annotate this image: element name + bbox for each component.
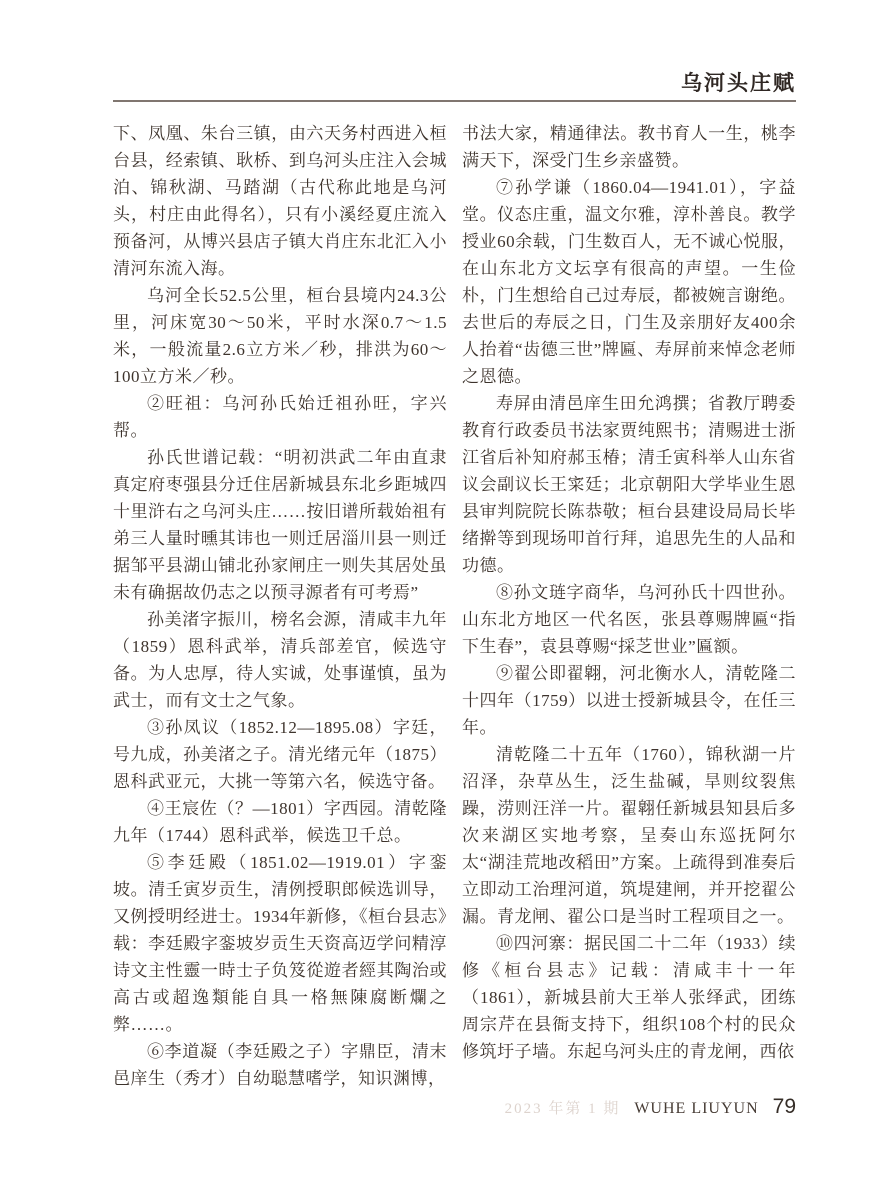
paragraph: ⑧孙文琏字商华，乌河孙氏十四世孙。山东北方地区一代名医，张县尊赐牌匾“指下生春”，袁县尊赐“採芝世业”匾额。 xyxy=(462,583,796,656)
paragraph: ⑥李道凝（李廷殿之子）字鼎臣，清末邑庠生（秀才）自幼聪慧嗜学，知识渊博， xyxy=(113,1042,447,1088)
paragraph: 书法大家，精通律法。教书育人一生，桃李满天下，深受门生乡亲盛赞。 xyxy=(462,124,796,170)
footer-journal-name: WUHE LIUYUN xyxy=(634,1100,759,1117)
left-column xyxy=(113,120,447,1092)
paragraph: ②旺祖：乌河孙氏始迁祖孙旺，字兴帮。 xyxy=(113,394,447,440)
footer-page-number: 79 xyxy=(772,1095,796,1118)
paragraph: ③孙凤议（1852.12—1895.08）字廷，号九成，孙美渚之子。清光绪元年（1875）恩科武亚元，大挑一等第六名，候选守备。 xyxy=(113,718,447,791)
header-divider-line xyxy=(113,100,796,102)
page-header xyxy=(113,72,796,110)
paragraph: ⑨翟公即翟翺，河北衡水人，清乾隆二十四年（1759）以进士授新城县令，在任三年。 xyxy=(462,664,796,737)
right-column xyxy=(462,120,796,1092)
paragraph: 下、凤凰、朱台三镇，由六天务村西进入桓台县，经索镇、耿桥、到乌河头庄注入会城泊、锦秋湖、马踏湖（古代称此地是乌河头，村庄由此得名），只有小溪经夏庄流入预备河，从博兴县店子镇大肖庄东北汇入小清河东流入海。 xyxy=(113,124,447,278)
paragraph: 寿屏由清邑庠生田允鸿撰；省教厅聘委教育行政委员书法家贾纯熙书；清赐进士浙江省后补知府郝玉椿；清壬寅科举人山东省议会副议长王寀廷；北京朝阳大学毕业生恩县审判院院长陈恭敬；桓台县建设局局长毕绪擀等到现场叩首行拜，追思先生的人品和功德。 xyxy=(462,394,796,575)
paragraph: 乌河全长52.5公里，桓台县境内24.3公里，河床宽30～50米，平时水深0.7～1.5米，一般流量2.6立方米／秒，排洪为60～100立方米／秒。 xyxy=(113,286,447,386)
paragraph: 孙美渚字振川，榜名会源，清咸丰九年（1859）恩科武举，清兵部差官，候选守备。为人忠厚，待人实诚，处事谨慎，虽为武士，而有文士之气象。 xyxy=(113,610,447,710)
paragraph: ⑩四河寨：据民国二十二年（1933）续修《桓台县志》记载：清咸丰十一年（1861），新城县前大王举人张绎武，团练周宗芹在县衙支持下，组织108个村的民众修筑圩子墙。东起乌河头庄的青龙闸，西依 xyxy=(462,934,796,1061)
page-footer xyxy=(505,1095,796,1119)
text-columns xyxy=(113,120,796,1092)
running-head-title: 乌河头庄赋 xyxy=(681,72,796,95)
footer-issue-label: 2023 年第 1 期 xyxy=(504,1101,621,1117)
paragraph: 清乾隆二十五年（1760），锦秋湖一片沼泽，杂草丛生，泛生盐碱，旱则纹裂焦躁，涝则汪洋一片。翟翺任新城县知县后多次来湖区实地考察，呈奏山东巡抚阿尔太“湖洼荒地改稻田”方案。上疏得到准奏后立即动工治理河道，筑堤建闸，并开挖翟公漏。青龙闸、翟公口是当时工程项目之一。 xyxy=(462,745,796,926)
paragraph: ⑦孙学谦（1860.04—1941.01），字益堂。仪态庄重，温文尔雅，淳朴善良。教学授业60余载，门生数百人，无不诚心悦服，在山东北方文坛享有很高的声望。一生俭朴，门生想给自己过寿辰，都被婉言谢绝。去世后的寿辰之日，门生及亲朋好友400余人抬着“齿德三世”牌匾、寿屏前来悼念老师之恩德。 xyxy=(462,178,796,386)
paragraph: ④王宸佐（？—1801）字西园。清乾隆九年（1744）恩科武举，候选卫千总。 xyxy=(113,799,447,845)
paragraph: ⑤李廷殿（1851.02—1919.01）字銮坡。清壬寅岁贡生，清例授职郎候选训导，又例授明经进士。1934年新修，《桓台县志》载：李廷殿字銮坡岁贡生天资高迈学问精淳诗文主性靈一時士子负笈從遊者經其陶治或高古或超逸類能自具一格無陳腐断爛之弊……。 xyxy=(113,853,447,1034)
paragraph: 孙氏世谱记载：“明初洪武二年由直隶真定府枣强县分迁住居新城县东北乡距城四十里浒右之乌河头庄……按旧谱所载始祖有弟三人量时曛其讳也一则迁居淄川县一则迁据邹平县湖山铺北孙家闸庄一则失其居处虽未有确据故仍志之以预寻源者有可考焉” xyxy=(113,448,447,602)
